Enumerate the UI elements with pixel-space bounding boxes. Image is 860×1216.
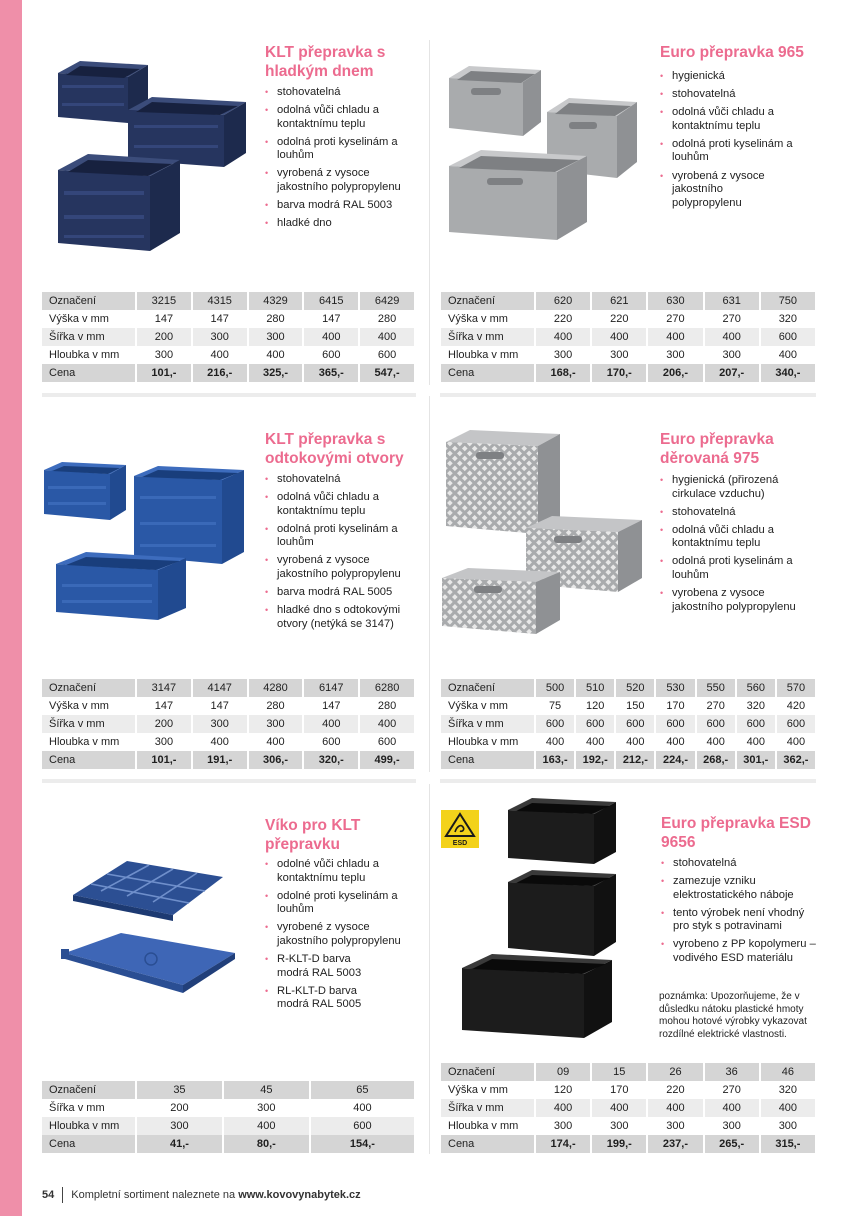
price-cell: 325,-	[248, 364, 304, 382]
table-cell: 280	[359, 310, 415, 328]
price-cell: 306,-	[248, 751, 304, 769]
table-row	[42, 346, 415, 364]
price-cell: 41,-	[136, 1135, 223, 1153]
feature-item: • odolná proti kyselinám a louhům	[660, 138, 815, 165]
feature-list	[265, 473, 420, 636]
table-row	[441, 328, 816, 346]
table-cell: 147	[136, 697, 192, 715]
row-label: Cena	[441, 1135, 535, 1153]
price-cell: 174,-	[535, 1135, 591, 1153]
table-cell: 36	[704, 1063, 760, 1081]
feature-item: • stohovatelná	[660, 88, 815, 102]
table-cell: 220	[535, 310, 591, 328]
table-cell: 280	[248, 310, 304, 328]
table-cell: 600	[359, 346, 415, 364]
row-label: Cena	[42, 364, 136, 382]
table-row	[42, 751, 415, 769]
row-label: Výška v mm	[42, 310, 136, 328]
table-row	[42, 733, 415, 751]
footer-text: Kompletní sortiment naleznete na	[71, 1189, 236, 1201]
product-title: KLT přepravka s odtokovými otvory	[265, 431, 404, 467]
table-cell: 147	[136, 310, 192, 328]
row-label: Šířka v mm	[42, 715, 136, 733]
table-cell: 400	[647, 328, 703, 346]
table-cell: 300	[223, 1099, 310, 1117]
table-row	[441, 1117, 816, 1135]
table-row	[441, 1063, 816, 1081]
table-cell: 147	[303, 310, 359, 328]
price-cell: 168,-	[535, 364, 591, 382]
row-label: Cena	[42, 751, 136, 769]
price-cell: 362,-	[776, 751, 816, 769]
table-cell: 300	[192, 328, 248, 346]
column-divider	[429, 784, 430, 1154]
table-cell: 400	[647, 1099, 703, 1117]
esd-crate-top-image	[508, 798, 616, 864]
euro-crate-large-image	[449, 150, 587, 240]
table-cell: 631	[704, 292, 760, 310]
feature-item: • zamezuje vzniku elektrostatického náboje	[661, 875, 816, 902]
feature-item: • odolná vůči chladu a kontaktnímu teplu	[265, 104, 420, 131]
feature-item: • odolné vůči chladu a kontaktnímu teplu	[265, 858, 420, 885]
table-cell: 510	[575, 679, 615, 697]
price-cell: 237,-	[647, 1135, 703, 1153]
table-cell: 300	[248, 328, 304, 346]
row-label: Označení	[441, 1063, 535, 1081]
klt-crate-smooth-illustration	[40, 55, 250, 255]
table-cell: 750	[760, 292, 816, 310]
table-row	[441, 1099, 816, 1117]
row-label: Cena	[441, 364, 535, 382]
table-cell: 15	[591, 1063, 647, 1081]
table-cell: 6415	[303, 292, 359, 310]
table-cell: 75	[535, 697, 575, 715]
table-cell: 400	[192, 346, 248, 364]
table-row	[42, 1135, 415, 1153]
table-cell: 630	[647, 292, 703, 310]
feature-item: • stohovatelná	[265, 473, 420, 487]
feature-item: • odolná proti kyselinám a louhům	[265, 523, 420, 550]
klt-blue-crate-flat-image	[56, 552, 186, 620]
price-cell: 101,-	[136, 364, 192, 382]
table-row	[441, 1135, 816, 1153]
table-cell: 400	[591, 1099, 647, 1117]
price-cell: 163,-	[535, 751, 575, 769]
table-cell: 400	[303, 328, 359, 346]
table-row	[441, 679, 816, 697]
table-cell: 4147	[192, 679, 248, 697]
table-cell: 147	[192, 310, 248, 328]
feature-item: • hladké dno s odtokovými otvory (netýká se 3147)	[265, 604, 420, 631]
table-cell: 6280	[359, 679, 415, 697]
klt-crate-large-image	[58, 154, 180, 251]
table-cell: 600	[310, 1117, 415, 1135]
feature-item: • R-KLT-D barva modrá RAL 5003	[265, 953, 375, 980]
table-cell: 300	[192, 715, 248, 733]
table-row	[42, 697, 415, 715]
product-note: poznámka: Upozorňujeme, že v důsledku nátoku plastické hmoty mohou hotové výrobky vykazovat rozdílné elektrické vlastnosti.	[659, 991, 807, 1040]
spec-table	[42, 679, 416, 769]
table-row	[441, 715, 816, 733]
table-cell: 500	[535, 679, 575, 697]
section-divider	[42, 779, 416, 783]
feature-item: • vyrobené z vysoce jakostního polypropylenu	[265, 921, 420, 948]
feature-list	[661, 857, 816, 970]
feature-item: • vyrobená z vysoce jakostního polypropylenu	[660, 170, 770, 211]
table-cell: 4315	[192, 292, 248, 310]
table-row	[441, 310, 816, 328]
price-cell: 199,-	[591, 1135, 647, 1153]
table-cell: 600	[696, 715, 736, 733]
price-cell: 301,-	[736, 751, 776, 769]
product-title: Euro přepravka ESD 9656	[661, 815, 811, 851]
table-cell: 400	[704, 328, 760, 346]
table-row	[42, 310, 415, 328]
section-divider	[440, 779, 816, 783]
table-cell: 560	[736, 679, 776, 697]
spec-table	[441, 292, 817, 382]
table-cell: 400	[359, 715, 415, 733]
price-cell: 207,-	[704, 364, 760, 382]
row-label: Hloubka v mm	[441, 1117, 535, 1135]
table-cell: 300	[591, 1117, 647, 1135]
table-cell: 45	[223, 1081, 310, 1099]
row-label: Výška v mm	[441, 697, 535, 715]
row-label: Šířka v mm	[42, 1099, 136, 1117]
row-label: Výška v mm	[441, 1081, 535, 1099]
table-cell: 3215	[136, 292, 192, 310]
table-cell: 400	[704, 1099, 760, 1117]
perforated-crate-flat-image	[442, 568, 560, 634]
feature-item: • hladké dno	[265, 217, 420, 231]
esd-crate-middle-image	[508, 870, 616, 956]
table-cell: 400	[776, 733, 816, 751]
row-label: Cena	[441, 751, 535, 769]
footer-divider	[62, 1187, 63, 1203]
table-cell: 26	[647, 1063, 703, 1081]
table-cell: 170	[655, 697, 695, 715]
table-row	[42, 1099, 415, 1117]
table-cell: 320	[760, 310, 816, 328]
table-cell: 300	[535, 1117, 591, 1135]
table-cell: 200	[136, 715, 192, 733]
table-row	[441, 292, 816, 310]
table-cell: 300	[704, 1117, 760, 1135]
feature-list	[660, 70, 815, 215]
row-label: Výška v mm	[441, 310, 535, 328]
euro-crate-perforated-illustration	[440, 428, 645, 638]
row-label: Označení	[42, 679, 136, 697]
product-title: Euro přepravka děrovaná 975	[660, 431, 774, 467]
feature-item: • odolná vůči chladu a kontaktnímu teplu	[660, 524, 815, 551]
table-cell: 400	[655, 733, 695, 751]
table-cell: 400	[535, 733, 575, 751]
table-cell: 400	[303, 715, 359, 733]
klt-lid-illustration	[55, 855, 245, 1020]
table-cell: 400	[736, 733, 776, 751]
row-label: Hloubka v mm	[441, 733, 535, 751]
table-row	[441, 346, 816, 364]
feature-item: • vyrobená z vysoce jakostního polypropylenu	[265, 167, 420, 194]
klt-blue-crate-small-image	[44, 462, 126, 520]
table-cell: 600	[736, 715, 776, 733]
table-cell: 300	[535, 346, 591, 364]
row-label: Označení	[42, 292, 136, 310]
table-cell: 621	[591, 292, 647, 310]
table-cell: 300	[248, 715, 304, 733]
table-cell: 300	[136, 733, 192, 751]
price-cell: 216,-	[192, 364, 248, 382]
price-cell: 315,-	[760, 1135, 816, 1153]
table-cell: 200	[136, 328, 192, 346]
price-cell: 265,-	[704, 1135, 760, 1153]
table-cell: 400	[535, 328, 591, 346]
table-cell: 120	[575, 697, 615, 715]
price-cell: 499,-	[359, 751, 415, 769]
price-cell: 192,-	[575, 751, 615, 769]
price-cell: 170,-	[591, 364, 647, 382]
feature-item: • barva modrá RAL 5003	[265, 199, 420, 213]
table-cell: 400	[760, 1099, 816, 1117]
table-cell: 600	[575, 715, 615, 733]
price-cell: 320,-	[303, 751, 359, 769]
spec-table	[441, 679, 817, 769]
feature-item: • vyrobena z vysoce jakostního polypropylenu	[660, 587, 815, 614]
column-divider	[429, 40, 430, 385]
table-cell: 400	[615, 733, 655, 751]
table-cell: 600	[535, 715, 575, 733]
section-divider	[440, 393, 816, 397]
price-cell: 154,-	[310, 1135, 415, 1153]
feature-item: • vyrobená z vysoce jakostního polypropylenu	[265, 554, 420, 581]
table-cell: 270	[704, 310, 760, 328]
table-cell: 400	[535, 1099, 591, 1117]
price-cell: 268,-	[696, 751, 736, 769]
row-label: Šířka v mm	[42, 328, 136, 346]
column-divider	[429, 396, 430, 772]
table-cell: 300	[647, 346, 703, 364]
section-divider	[42, 393, 416, 397]
table-cell: 150	[615, 697, 655, 715]
feature-item: • RL-KLT-D barva modrá RAL 5005	[265, 985, 375, 1012]
table-cell: 600	[359, 733, 415, 751]
table-cell: 270	[696, 697, 736, 715]
price-cell: 80,-	[223, 1135, 310, 1153]
price-cell: 206,-	[647, 364, 703, 382]
price-cell: 340,-	[760, 364, 816, 382]
esd-crate-bottom-image	[462, 954, 612, 1038]
feature-list	[660, 474, 815, 619]
table-cell: 600	[655, 715, 695, 733]
table-cell: 400	[192, 733, 248, 751]
feature-item: • hygienická	[660, 70, 815, 84]
table-cell: 300	[591, 346, 647, 364]
feature-item: • stohovatelná	[661, 857, 816, 871]
lid-solid-image	[61, 933, 235, 993]
table-cell: 400	[359, 328, 415, 346]
table-cell: 46	[760, 1063, 816, 1081]
table-cell: 35	[136, 1081, 223, 1099]
page-number: 54	[42, 1189, 55, 1201]
footer-website-link[interactable]: www.kovovynabytek.cz	[238, 1189, 361, 1201]
table-cell: 400	[223, 1117, 310, 1135]
table-cell: 220	[647, 1081, 703, 1099]
klt-blue-crate-tall-image	[134, 466, 244, 564]
table-cell: 200	[136, 1099, 223, 1117]
table-cell: 570	[776, 679, 816, 697]
table-cell: 600	[760, 328, 816, 346]
product-title: Euro přepravka 965	[660, 44, 804, 61]
page-sidebar-stripe	[0, 0, 22, 1216]
table-cell: 300	[136, 346, 192, 364]
esd-crate-illustration	[460, 796, 630, 1041]
lid-grid-image	[73, 861, 223, 921]
table-cell: 320	[760, 1081, 816, 1099]
perforated-crate-tall-image	[446, 430, 560, 534]
page-footer	[42, 1186, 361, 1204]
table-cell: 270	[647, 310, 703, 328]
row-label: Výška v mm	[42, 697, 136, 715]
table-cell: 600	[776, 715, 816, 733]
feature-item: • barva modrá RAL 5005	[265, 586, 420, 600]
feature-item: • hygienická (přirozená cirkulace vzduchu)	[660, 474, 815, 501]
table-cell: 600	[303, 733, 359, 751]
table-cell: 280	[248, 697, 304, 715]
feature-item: • stohovatelná	[660, 506, 815, 520]
table-cell: 65	[310, 1081, 415, 1099]
feature-item: • odolné proti kyselinám a louhům	[265, 890, 420, 917]
table-row	[42, 364, 415, 382]
row-label: Hloubka v mm	[42, 346, 136, 364]
table-row	[42, 328, 415, 346]
table-cell: 300	[647, 1117, 703, 1135]
table-cell: 09	[535, 1063, 591, 1081]
table-cell: 400	[760, 346, 816, 364]
row-label: Šířka v mm	[441, 1099, 535, 1117]
table-cell: 147	[303, 697, 359, 715]
table-row	[42, 292, 415, 310]
table-cell: 400	[248, 733, 304, 751]
table-row	[441, 697, 816, 715]
feature-item: • odolná vůči chladu a kontaktnímu teplu	[660, 106, 815, 133]
table-cell: 420	[776, 697, 816, 715]
price-cell: 212,-	[615, 751, 655, 769]
esd-badge-label: ESD	[452, 840, 468, 847]
table-row	[42, 679, 415, 697]
table-cell: 600	[303, 346, 359, 364]
table-cell: 400	[310, 1099, 415, 1117]
price-cell: 101,-	[136, 751, 192, 769]
table-cell: 147	[192, 697, 248, 715]
product-title: KLT přepravka s hladkým dnem	[265, 44, 386, 80]
table-row	[42, 715, 415, 733]
table-cell: 550	[696, 679, 736, 697]
product-title: Víko pro KLT přepravku	[265, 817, 361, 853]
table-cell: 600	[615, 715, 655, 733]
row-label: Označení	[441, 679, 535, 697]
table-cell: 620	[535, 292, 591, 310]
table-cell: 320	[736, 697, 776, 715]
feature-item: • odolná proti kyselinám a louhům	[265, 136, 420, 163]
table-cell: 280	[359, 697, 415, 715]
table-cell: 170	[591, 1081, 647, 1099]
euro-crate-965-illustration	[443, 62, 643, 247]
table-cell: 400	[575, 733, 615, 751]
klt-crate-medium-image	[128, 97, 246, 167]
table-cell: 400	[591, 328, 647, 346]
row-label: Šířka v mm	[441, 715, 535, 733]
table-cell: 4329	[248, 292, 304, 310]
row-label: Cena	[42, 1135, 136, 1153]
table-cell: 270	[704, 1081, 760, 1099]
row-label: Hloubka v mm	[42, 733, 136, 751]
feature-item: • stohovatelná	[265, 86, 420, 100]
table-cell: 300	[704, 346, 760, 364]
row-label: Šířka v mm	[441, 328, 535, 346]
row-label: Označení	[441, 292, 535, 310]
table-cell: 530	[655, 679, 695, 697]
table-cell: 520	[615, 679, 655, 697]
table-cell: 300	[760, 1117, 816, 1135]
klt-crate-drainage-illustration	[40, 460, 250, 625]
table-row	[441, 1081, 816, 1099]
feature-item: • odolná proti kyselinám a louhům	[660, 555, 815, 582]
row-label: Označení	[42, 1081, 136, 1099]
price-cell: 191,-	[192, 751, 248, 769]
feature-list	[265, 86, 420, 235]
spec-table	[441, 1063, 817, 1153]
table-row	[441, 751, 816, 769]
table-row	[42, 1081, 415, 1099]
spec-table	[42, 292, 416, 382]
table-cell: 6429	[359, 292, 415, 310]
table-cell: 3147	[136, 679, 192, 697]
price-cell: 547,-	[359, 364, 415, 382]
table-cell: 300	[136, 1117, 223, 1135]
table-cell: 6147	[303, 679, 359, 697]
table-cell: 400	[696, 733, 736, 751]
row-label: Hloubka v mm	[441, 346, 535, 364]
euro-crate-small-image	[449, 66, 541, 136]
table-cell: 120	[535, 1081, 591, 1099]
price-cell: 224,-	[655, 751, 695, 769]
table-row	[42, 1117, 415, 1135]
table-row	[441, 364, 816, 382]
table-cell: 4280	[248, 679, 304, 697]
spec-table	[42, 1081, 416, 1153]
price-cell: 365,-	[303, 364, 359, 382]
feature-item: • odolná vůči chladu a kontaktnímu teplu	[265, 491, 420, 518]
feature-list	[265, 858, 420, 1016]
row-label: Hloubka v mm	[42, 1117, 136, 1135]
table-cell: 400	[248, 346, 304, 364]
feature-item: • tento výrobek není vhodný pro styk s potravinami	[661, 907, 816, 934]
feature-item: • vyrobeno z PP kopolymeru – vodivého ESD materiálu	[661, 938, 816, 965]
table-cell: 220	[591, 310, 647, 328]
table-row	[441, 733, 816, 751]
